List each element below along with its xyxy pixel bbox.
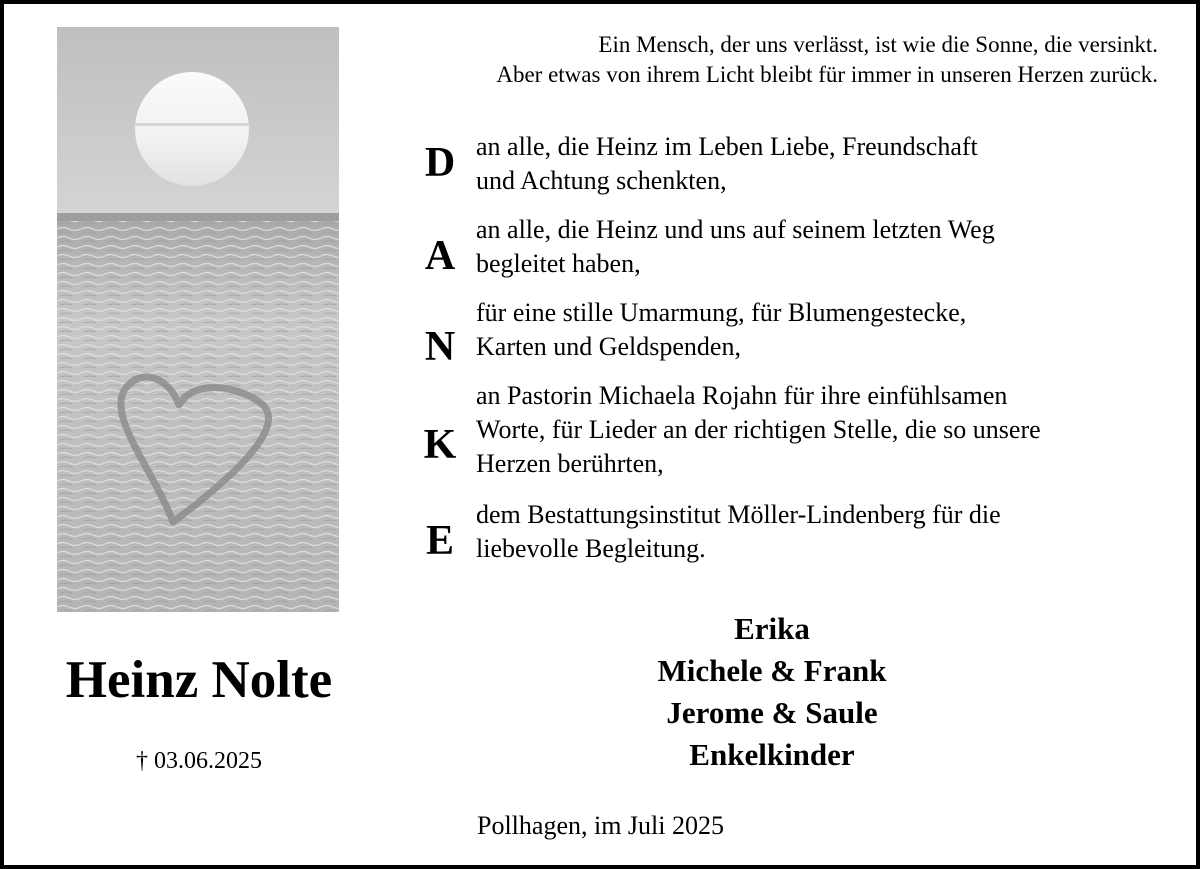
danke-letter: K (423, 422, 457, 468)
danke-text (476, 213, 1136, 281)
danke-letter: E (425, 518, 454, 564)
death-date: † 03.06.2025 (136, 748, 262, 774)
danke-text (476, 130, 1136, 198)
danke-text (476, 296, 1136, 364)
danke-line: Karten und Geldspenden, (476, 332, 741, 361)
danke-line: Herzen berührten, (476, 449, 664, 478)
danke-line: an Pastorin Michaela Rojahn für ihre einfühlsamen (476, 381, 1008, 410)
danke-text (476, 379, 1136, 481)
danke-line: begleitet haben, (476, 249, 641, 278)
signer: Jerome & Saule (666, 695, 878, 730)
signer: Enkelkinder (689, 737, 855, 772)
danke-text (476, 498, 1136, 566)
signer: Erika (734, 611, 810, 646)
quote-line: Ein Mensch, der uns verlässt, ist wie die Sonne, die versinkt. (598, 32, 1158, 57)
danke-line: an alle, die Heinz und uns auf seinem letzten Weg (476, 215, 995, 244)
danke-line: und Achtung schenkten, (476, 166, 727, 195)
place-date: Pollhagen, im Juli 2025 (477, 811, 724, 840)
danke-line: dem Bestattungsinstitut Möller-Lindenberg für die (476, 500, 1001, 529)
sun-icon (135, 72, 249, 186)
danke-line: an alle, die Heinz im Leben Liebe, Freundschaft (476, 132, 978, 161)
danke-letter: D (424, 140, 456, 186)
sea-sunset-photo (57, 27, 339, 612)
signer: Michele & Frank (657, 653, 887, 688)
quote (338, 30, 1158, 90)
quote-line: Aber etwas von ihrem Licht bleibt für immer in unseren Herzen zurück. (496, 62, 1158, 87)
danke-line: liebevolle Begleitung. (476, 534, 706, 563)
danke-letter: A (424, 233, 456, 279)
danke-line: für eine stille Umarmung, für Blumengestecke, (476, 298, 967, 327)
danke-letter: N (424, 324, 456, 370)
danke-line: Worte, für Lieder an der richtigen Stelle, die so unsere (476, 415, 1041, 444)
signers (600, 608, 944, 776)
deceased-name: Heinz Nolte (65, 651, 333, 709)
